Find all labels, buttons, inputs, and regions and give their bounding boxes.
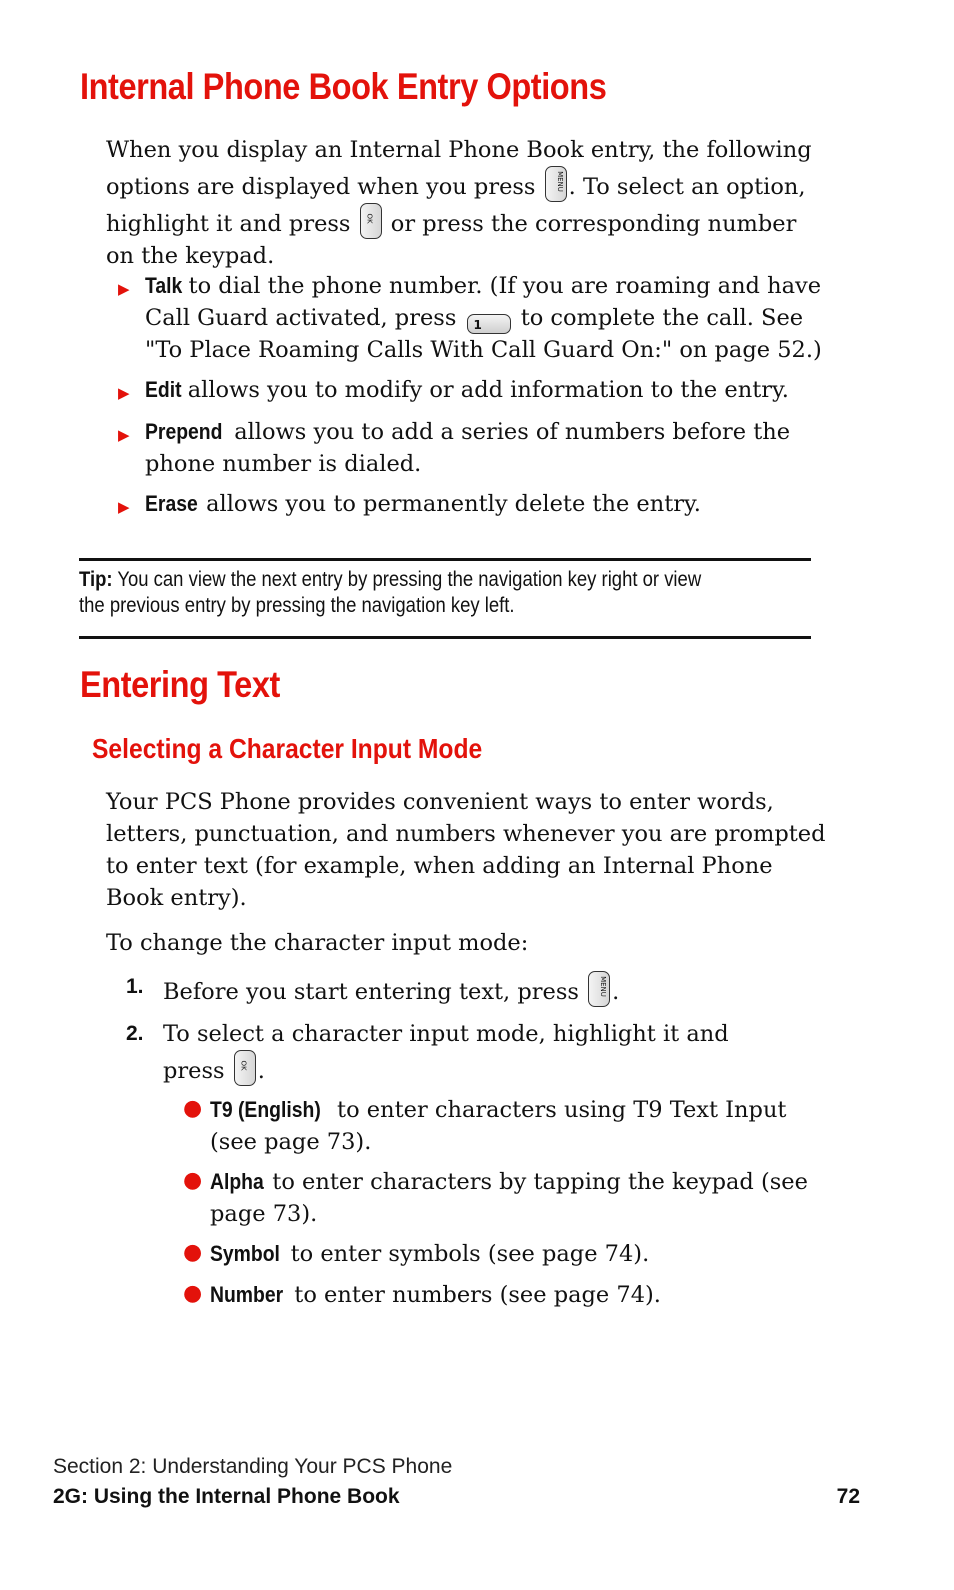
- triangle-bullet-icon: ▶: [118, 280, 130, 298]
- triangle-bullet-icon: ▶: [118, 384, 130, 402]
- round-bullet-icon: ●: [183, 1240, 203, 1265]
- menu-key-icon: MENU: [545, 166, 567, 202]
- footer-chapter: 2G: Using the Internal Phone Book: [53, 1485, 400, 1508]
- intro-paragraph: When you display an Internal Phone Book entry, the following options are displayed when you press MENU . To select an option, highlight it and press OK or press the corresponding number on the keypad.: [106, 137, 812, 269]
- option-edit: ▶ Edit allows you to modify or add information to the entry.: [145, 374, 825, 406]
- triangle-bullet-icon: ▶: [118, 426, 130, 444]
- mode-number: ● Number to enter numbers (see page 74).: [210, 1279, 820, 1311]
- step-1: 1. Before you start entering text, press MENU .: [163, 971, 823, 1008]
- subsection-title: Selecting a Character Input Mode: [92, 733, 483, 764]
- tip-note: Tip: You can view the next entry by pressing the navigation key right or view the previous entry by pressing the navigation key left.: [79, 568, 702, 617]
- ok-key-icon: OK: [234, 1050, 256, 1086]
- round-bullet-icon: ●: [183, 1281, 203, 1306]
- mode-symbol: ● Symbol to enter symbols (see page 74).: [210, 1238, 820, 1270]
- section-title-phone-book-options: Internal Phone Book Entry Options: [80, 66, 607, 107]
- ok-key-icon: OK: [360, 203, 382, 239]
- entering-text-intro: Your PCS Phone provides convenient ways to enter words, letters, punctuation, and numbers whenever you are prompted to enter text (for example, when adding an Internal Phone Book entry).: [106, 789, 826, 911]
- option-prepend: ▶ Prepend allows you to add a series of numbers before the phone number is dialed.: [118, 419, 791, 477]
- section-title-entering-text: Entering Text: [80, 664, 280, 705]
- option-erase: ▶ Erase allows you to permanently delete the entry.: [145, 488, 825, 520]
- one-key-icon: 1: [467, 314, 511, 334]
- tip-top-rule: [79, 558, 811, 561]
- round-bullet-icon: ●: [183, 1096, 203, 1121]
- mode-alpha: ● Alpha to enter characters by tapping the keypad (see page 73).: [210, 1166, 820, 1230]
- mode-t9: ● T9 (English) to enter characters using T9 Text Input (see page 73).: [210, 1094, 820, 1158]
- option-talk: ▶ Talk to dial the phone number. (If you are roaming and have Call Guard activated, press 1 to complete the call. See "To Place Roaming Calls With Call Guard On:" on page 52.): [118, 273, 822, 363]
- footer-section: Section 2: Understanding Your PCS Phone: [53, 1455, 453, 1478]
- triangle-bullet-icon: ▶: [118, 498, 130, 516]
- tip-bottom-rule: [79, 636, 811, 639]
- round-bullet-icon: ●: [183, 1168, 203, 1193]
- page-number: 72: [836, 1485, 860, 1508]
- menu-key-icon: MENU: [588, 971, 610, 1007]
- step-2: 2. To select a character input mode, highlight it and press OK .: [126, 1021, 729, 1084]
- change-mode-lead: To change the character input mode:: [106, 930, 529, 956]
